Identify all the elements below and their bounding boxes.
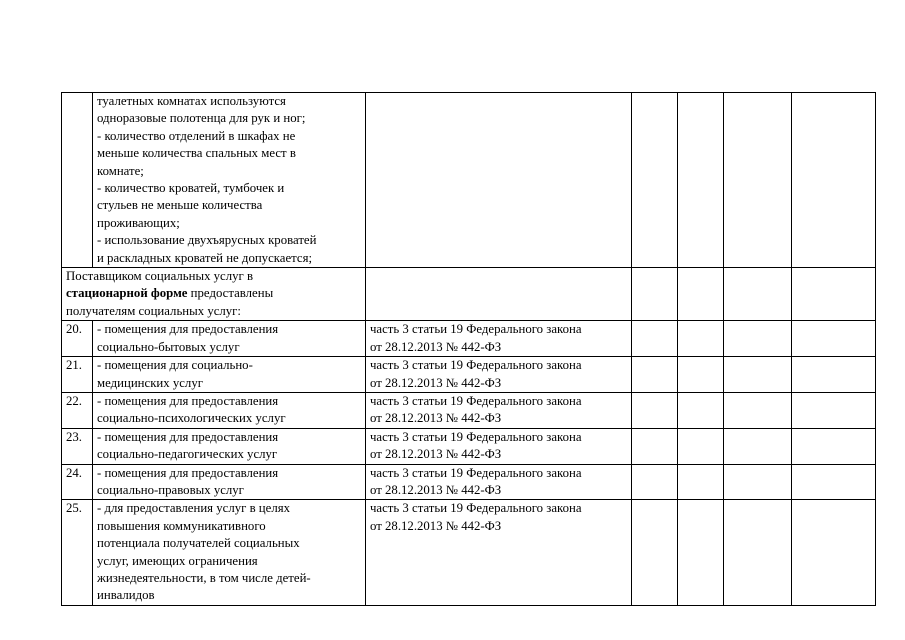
empty-cell [724, 321, 792, 357]
row-legal-basis-line: часть 3 статьи 19 Федерального закона [370, 429, 582, 444]
row-description-line: социально-психологических услуг [97, 411, 286, 426]
empty-cell [678, 392, 724, 428]
table-row [62, 392, 876, 428]
row-description-line: социально-педагогических услуг [97, 447, 278, 462]
empty-cell [792, 464, 876, 500]
row-legal-basis-cell [366, 321, 632, 357]
row-description-line: инвалидов [97, 588, 155, 603]
row-description-line: социально-бытовых услуг [97, 339, 240, 354]
row-description-cell [93, 500, 366, 605]
section-basis-cell [366, 268, 632, 321]
empty-cell [678, 464, 724, 500]
intro-line: одноразовые полотенца для рук и ног; [97, 111, 306, 126]
row-description-line: - помещения для предоставления [97, 465, 279, 480]
section-line [66, 285, 365, 302]
section-line: получателям социальных услуг: [66, 303, 241, 318]
row-description-line: повышения коммуникативного [97, 518, 266, 533]
row-legal-basis-line: от 28.12.2013 № 442-ФЗ [370, 482, 502, 497]
empty-cell [678, 428, 724, 464]
empty-cell [678, 500, 724, 605]
section-bold-text: стационарной форме [66, 286, 188, 301]
row-description-cell [93, 464, 366, 500]
row-description-line: услуг, имеющих ограничения [97, 553, 258, 568]
empty-cell [678, 93, 724, 268]
intro-line: и раскладных кроватей не допускается; [97, 250, 313, 265]
empty-cell [632, 392, 678, 428]
intro-line: стульев не меньше количества [97, 198, 263, 213]
intro-line: меньше количества спальных мест в [97, 146, 296, 161]
intro-desc-cell [93, 93, 366, 268]
empty-cell [632, 500, 678, 605]
empty-cell [724, 392, 792, 428]
intro-line: комнате; [97, 163, 144, 178]
empty-cell [792, 428, 876, 464]
row-legal-basis-cell [366, 392, 632, 428]
section-line: Поставщиком социальных услуг в [66, 269, 254, 284]
row-number: 24. [62, 464, 93, 500]
row-legal-basis-cell [366, 357, 632, 393]
intro-row [62, 93, 876, 268]
row-description-cell [93, 428, 366, 464]
row-description-line: медицинских услуг [97, 375, 203, 390]
empty-cell [632, 321, 678, 357]
table-row [62, 500, 876, 605]
empty-cell [724, 464, 792, 500]
row-legal-basis-line: часть 3 статьи 19 Федерального закона [370, 501, 582, 516]
empty-cell [632, 428, 678, 464]
row-legal-basis-cell [366, 464, 632, 500]
empty-cell [792, 268, 876, 321]
intro-num-cell [62, 93, 93, 268]
row-description-cell [93, 392, 366, 428]
intro-line: - количество отделений в шкафах не [97, 128, 296, 143]
row-description-cell [93, 321, 366, 357]
row-number: 20. [62, 321, 93, 357]
empty-cell [632, 268, 678, 321]
empty-cell [792, 93, 876, 268]
empty-cell [678, 321, 724, 357]
row-description-line: - помещения для социально- [97, 358, 253, 373]
requirements-table [61, 92, 876, 606]
row-description-line: - помещения для предоставления [97, 393, 279, 408]
intro-line: туалетных комнатах используются [97, 94, 286, 108]
row-legal-basis-line: часть 3 статьи 19 Федерального закона [370, 322, 582, 337]
row-legal-basis-cell [366, 500, 632, 605]
row-legal-basis-line: часть 3 статьи 19 Федерального закона [370, 358, 582, 373]
row-legal-basis-line: от 28.12.2013 № 442-ФЗ [370, 411, 502, 426]
empty-cell [724, 93, 792, 268]
empty-cell [724, 428, 792, 464]
table-row [62, 464, 876, 500]
empty-cell [632, 464, 678, 500]
table-row [62, 357, 876, 393]
row-legal-basis-line: часть 3 статьи 19 Федерального закона [370, 393, 582, 408]
empty-cell [632, 93, 678, 268]
section-text: предоставлены [187, 286, 274, 301]
row-number: 23. [62, 428, 93, 464]
empty-cell [792, 500, 876, 605]
row-legal-basis-line: часть 3 статьи 19 Федерального закона [370, 465, 582, 480]
empty-cell [678, 268, 724, 321]
row-description-line: потенциала получателей социальных [97, 536, 300, 551]
empty-cell [792, 357, 876, 393]
empty-cell [792, 321, 876, 357]
row-description-cell [93, 357, 366, 393]
row-number: 25. [62, 500, 93, 605]
row-legal-basis-line: от 28.12.2013 № 442-ФЗ [370, 447, 502, 462]
row-description-line: - помещения для предоставления [97, 322, 279, 337]
intro-line: - использование двухъярусных кроватей [97, 233, 317, 248]
intro-basis-cell [366, 93, 632, 268]
row-legal-basis-line: от 28.12.2013 № 442-ФЗ [370, 339, 502, 354]
empty-cell [724, 268, 792, 321]
row-legal-basis-line: от 28.12.2013 № 442-ФЗ [370, 375, 502, 390]
intro-line: - количество кроватей, тумбочек и [97, 181, 285, 196]
row-legal-basis-line: от 28.12.2013 № 442-ФЗ [370, 518, 502, 533]
row-number: 21. [62, 357, 93, 393]
empty-cell [792, 392, 876, 428]
table-row [62, 321, 876, 357]
empty-cell [724, 500, 792, 605]
empty-cell [678, 357, 724, 393]
intro-line: проживающих; [97, 215, 180, 230]
row-description-line: жизнедеятельности, в том числе детей- [97, 570, 311, 585]
section-row [62, 268, 876, 321]
empty-cell [724, 357, 792, 393]
row-description-line: социально-правовых услуг [97, 482, 244, 497]
row-number: 22. [62, 392, 93, 428]
table-row [62, 428, 876, 464]
empty-cell [632, 357, 678, 393]
row-description-line: - помещения для предоставления [97, 429, 279, 444]
row-description-line: - для предоставления услуг в целях [97, 501, 291, 516]
section-heading-cell [62, 268, 366, 321]
row-legal-basis-cell [366, 428, 632, 464]
